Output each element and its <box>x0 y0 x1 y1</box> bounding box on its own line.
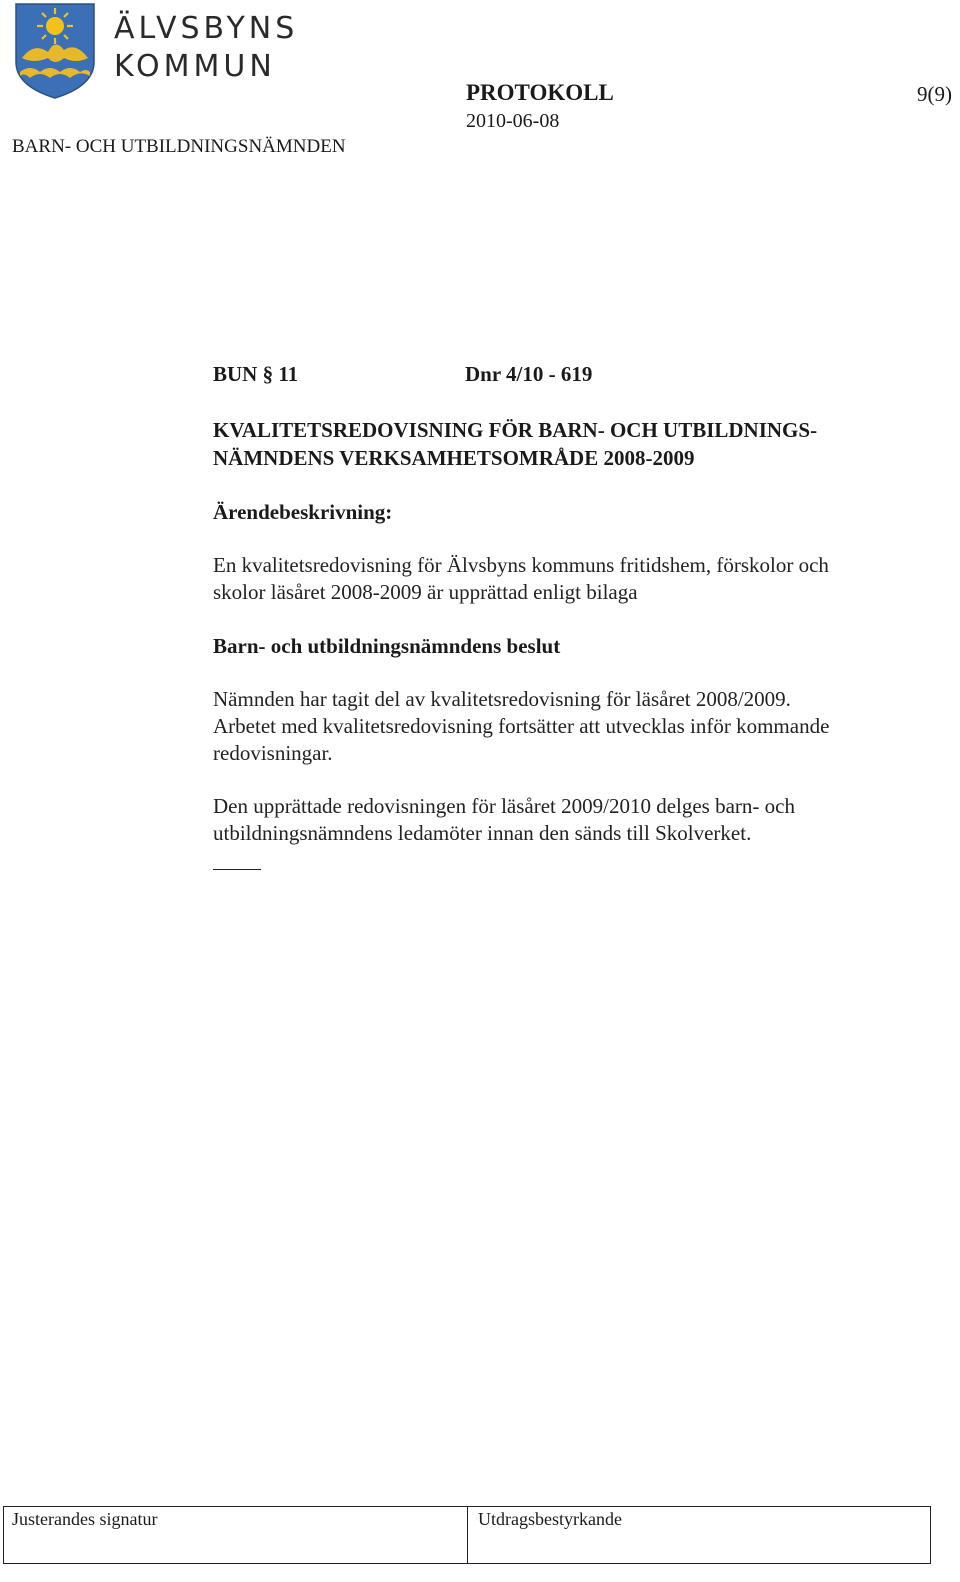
case-reference <box>213 362 933 392</box>
decision-paragraph-2 <box>213 793 933 847</box>
decision-heading: Barn- och utbildningsnämndens beslut <box>213 634 561 658</box>
decision-p1-line-1: Nämnden har tagit del av kvalitetsredovisning för läsåret 2008/2009. <box>213 687 791 711</box>
case-title-line-1: KVALITETSREDOVISNING FÖR BARN- OCH UTBILDNINGS- <box>213 418 818 442</box>
wordmark-line-2: KOMMUN <box>114 49 276 84</box>
decision-p1-line-2: Arbetet med kvalitetsredovisning fortsätter att utvecklas inför kommande <box>213 714 830 738</box>
page-number: 9(9) <box>917 82 952 106</box>
coat-of-arms-icon <box>14 2 96 100</box>
case-title-line-2: NÄMNDENS VERKSAMHETSOMRÅDE 2008-2009 <box>213 446 695 470</box>
description-line-2: skolor läsåret 2008-2009 är upprättad enligt bilaga <box>213 580 638 604</box>
decision-p2-line-1: Den upprättade redovisningen för läsåret 2009/2010 delges barn- och <box>213 794 795 818</box>
certification-cell <box>468 1507 930 1563</box>
case-number: BUN § 11 <box>213 362 299 386</box>
decision-p1-line-3: redovisningar. <box>213 741 333 765</box>
signature-box <box>3 1506 931 1564</box>
case-dnr: Dnr 4/10 - 619 <box>465 362 593 386</box>
decision-paragraph-1 <box>213 686 933 767</box>
decision-p2-line-2: utbildningsnämndens ledamöter innan den sänds till Skolverket. <box>213 821 752 845</box>
document-type: PROTOKOLL <box>466 80 614 105</box>
wordmark-line-1: ÄLVSBYNS <box>114 11 299 46</box>
description-paragraph <box>213 552 933 606</box>
document-date: 2010-06-08 <box>466 110 560 132</box>
organization-name: BARN- OCH UTBILDNINGSNÄMNDEN <box>12 136 346 157</box>
municipality-wordmark <box>114 10 298 86</box>
signature-cell <box>4 1507 468 1563</box>
case-title <box>213 416 933 472</box>
signature-label: Justerandes signatur <box>12 1509 158 1529</box>
section-end-rule <box>213 869 261 870</box>
certification-label: Utdragsbestyrkande <box>478 1509 622 1529</box>
description-heading: Ärendebeskrivning: <box>213 500 393 524</box>
description-line-1: En kvalitetsredovisning för Älvsbyns kommuns fritidshem, förskolor och <box>213 553 829 577</box>
document-body <box>213 362 933 870</box>
